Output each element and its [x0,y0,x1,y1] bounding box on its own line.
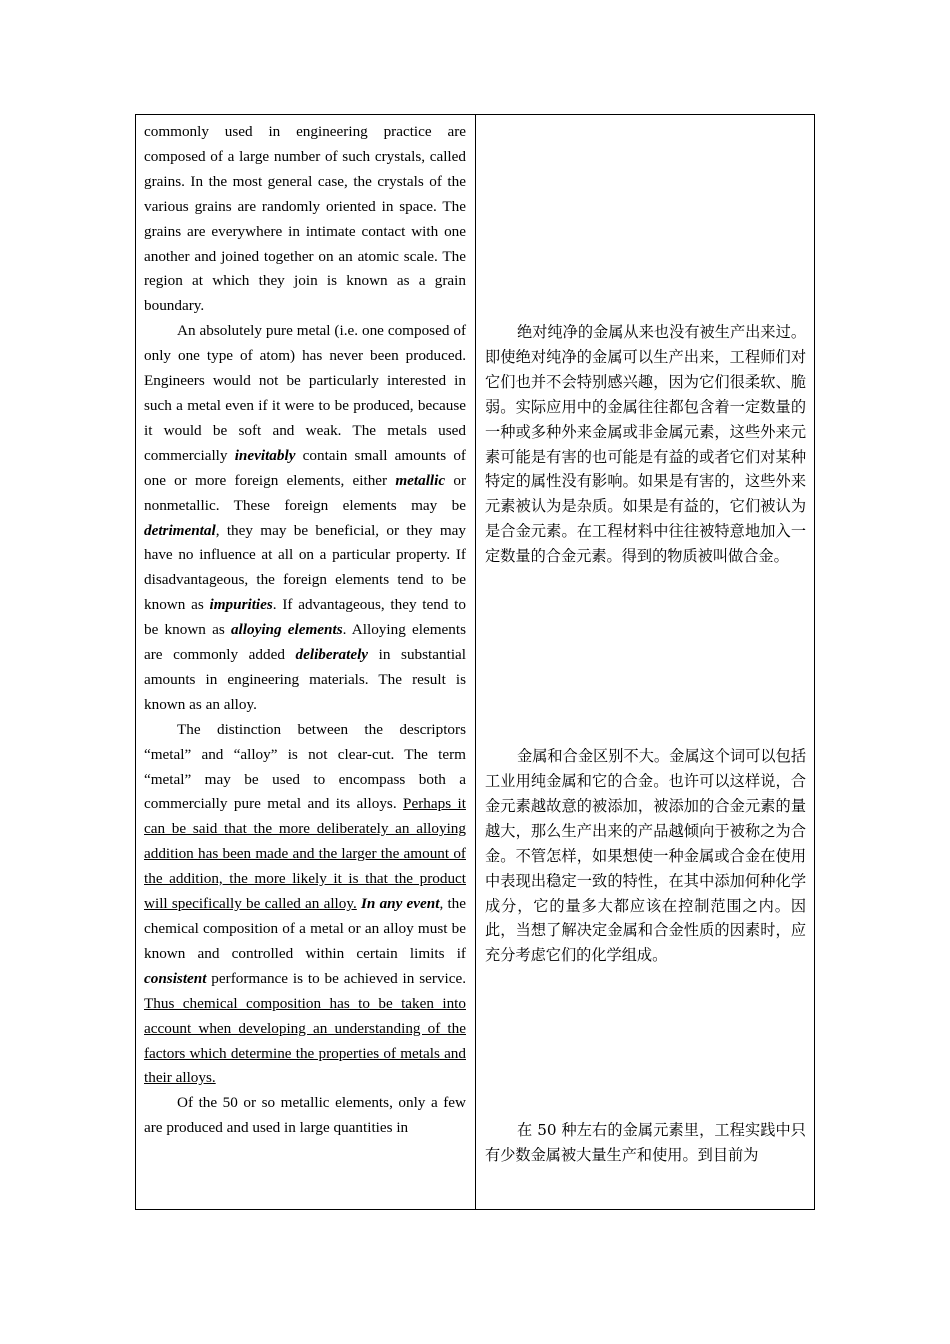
keyword-in-any-event: In any event [361,895,440,913]
text-run: The distinction between the descriptors “metal” and “alloy” is not clear-cut. The term “metal” may be used to encompass both a commercially pure metal and its alloys. [144,720,466,813]
chinese-paragraph-2: 金属和合金区别不大。金属这个词可以包括工业用纯金属和它的合金。也许可以这样说，合金元素越故意的被添加，被添加的合金元素的量越大，那么生产出来的产品越倾向于被称之为合金。不管怎样，如果想使一种金属或合金在使用中表现出稳定一致的特性，在其中添加何种化学成分，它的量多大都应该在控制范围之内。因此，当想了解决定金属和合金性质的因素时，应充分考虑它们的化学组成。 [485,747,806,965]
text-run: , the chemical composition of a metal or an alloy must be known and controlled within certain limits if [144,895,467,962]
text-run: or nonmetallic. These foreign elements may be [144,471,466,514]
text-run: . If advantageous, they tend to be known as [144,596,466,639]
bilingual-table [135,114,815,1210]
underlined-sentence-2: Thus chemical composition has to be taken into account when developing an understanding of the factors which determine the properties of metals and their alloys. [144,994,466,1087]
chinese-column [476,115,816,1209]
keyword-detrimental: detrimental [144,521,216,539]
text-run: performance is to be achieved in service. [206,969,466,987]
english-paragraph-0: commonly used in engineering practice are composed of a large number of such crystals, called grains. In the most general case, the crystals of the various grains are randomly oriented in space. The grains are everywhere in intimate contact with one another and joined together on an atomic scale. The region at which they join is known as a grain boundary. [144,123,466,315]
chinese-paragraph-3: 在 50 种左右的金属元素里，工程实践中只有少数金属被大量生产和使用。到目前为 [485,1121,806,1165]
chinese-paragraph-1: 绝对纯净的金属从来也没有被生产出来过。即使绝对纯净的金属可以生产出来，工程师们对它们也并不会特别感兴趣，因为它们很柔软、脆弱。实际应用中的金属往往都包含着一定数量的一种或多种外来金属或非金属元素，这些外来元素可能是有害的也可能是有益的或者它们对某种特定的属性没有影响。如果是有害的，这些外来元素被认为是杂质。如果是有益的，它们被认为是合金元素。在工程材料中往往被特意地加入一定数量的合金元素。得到的物质被叫做合金。 [485,323,806,566]
text-run: . Alloying elements are commonly added [144,621,466,664]
english-paragraph-2 [144,718,466,1092]
keyword-impurities: impurities [209,596,273,614]
english-paragraph-1 [144,319,466,718]
english-paragraph-3: Of the 50 or so metallic elements, only a few are produced and used in large quantities in [144,1094,466,1137]
keyword-consistent: consistent [144,969,207,987]
underlined-sentence-1: Perhaps it can be said that the more deliberately an alloying addition has been made and the larger the amount of the addition, the more likely it is that the product will specifically be called an alloy. [144,795,466,913]
keyword-metallic: metallic [395,471,446,489]
english-column [136,115,476,1209]
keyword-alloying-elements: alloying elements [230,621,343,639]
text-run: contain small amounts of one or more foreign elements, either [144,446,466,489]
text-run: An absolutely pure metal (i.e. one composed of only one type of atom) has never been produced. Engineers would not be particularly interested in such a metal even if it were to be produced, because it would be soft and weak. The metals used commercially [144,322,466,464]
text-run: , they may be beneficial, or they may have no influence at all on a particular property. If disadvantageous, the foreign elements tend to be known as [144,521,466,614]
keyword-deliberately: deliberately [295,646,369,664]
keyword-inevitably: inevitably [234,446,296,464]
text-run: in substantial amounts in engineering materials. The result is known as an alloy. [144,646,467,713]
